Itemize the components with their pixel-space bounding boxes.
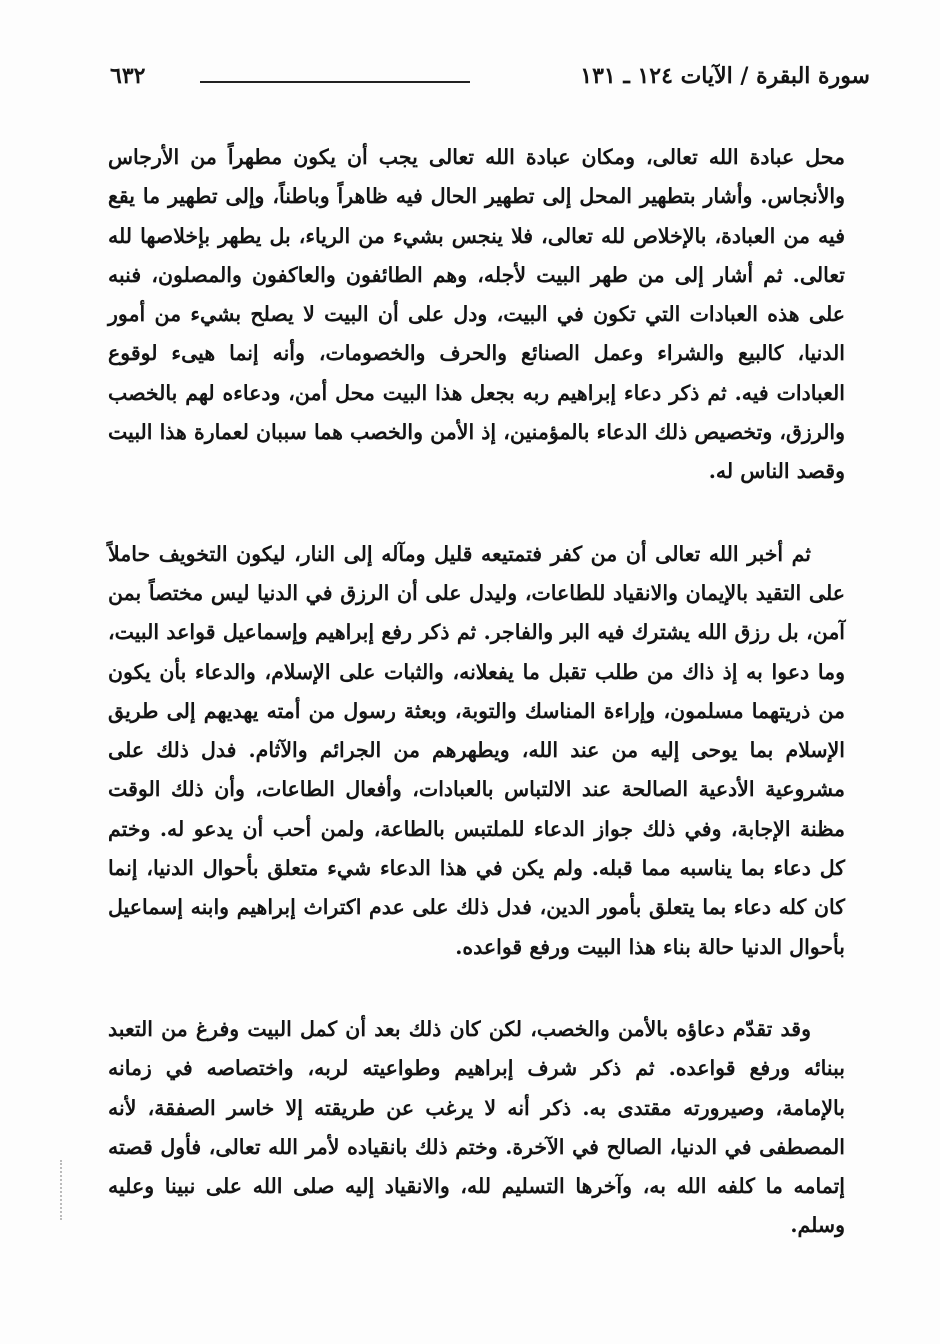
- running-header: [110, 56, 870, 96]
- paragraph-2: ثم أخبر الله تعالى أن من كفر فتمتيعه قليل ومآله إلى النار، ليكون التخويف حاملاً على التقيد بالإيمان والانقياد للطاعات، وليدل على أن الرزق في الدنيا ليس مختصاً بمن آمن، بل رزق الله يشترك فيه البر والفاجر. ثم ذكر رفع إبراهيم وإسماعيل قواعد البيت، وما دعوا به إذ ذاك من طلب تقبل ما يفعلانه، والثبات على الإسلام، والدعاء بأن يكون من ذريتهما مسلمون، وإراءة المناسك والتوبة، وبعثة رسول من أمته يهديهم إلى طريق الإسلام بما يوحى إليه من عند الله، ويطهرهم من الجرائم والآثام. فدل ذلك على مشروعية الأدعية الصالحة عند الالتباس بالعبادات، وأفعال الطاعات، وأن ذلك الوقت مظنة الإجابة، وفي ذلك جواز الدعاء للملتبس بالطاعة، ولمن أحب أن يدعو له. وختم كل دعاء بما يناسبه مما قبله. ولم يكن في هذا الدعاء شيء متعلق بأحوال الدنيا، إنما كان كله دعاء بما يتعلق بأمور الدين، فدل ذلك على عدم اكتراث إبراهيم وابنه إسماعيل بأحوال الدنيا حالة بناء هذا البيت ورفع قواعده.: [108, 541, 845, 959]
- paragraph-3: وقد تقدّم دعاؤه بالأمن والخصب، لكن كان ذلك بعد أن كمل البيت وفرغ من التعبد ببنائه ورفع قواعده. ثم ذكر شرف إبراهيم وطواعيته لربه، واختصاصه في زمانه بالإمامة، وصيرورته مقتدى به. ذكر أنه لا يرغب عن طريقته إلا خاسر الصفقة، لأنه المصطفى في الدنيا، الصالح في الآخرة. وختم ذلك بانقياده لأمر الله تعالى، فأول قصته إتمامه ما كلفه الله به، وآخرها التسليم لله، والانقياد إليه صلى الله على نبينا وعليه وسلم.: [108, 1016, 845, 1238]
- header-rule: [200, 81, 470, 83]
- paragraph-1: محل عبادة الله تعالى، ومكان عبادة الله تعالى يجب أن يكون مطهراً من الأرجاس والأنجاس. وأشار بتطهير المحل إلى تطهير الحال فيه ظاهراً وباطناً، وإلى تطهير ما يقع فيه من العبادة، بالإخلاص لله تعالى، فلا ينجس بشيء من الرياء، بل يطهر بإخلاصها لله تعالى. ثم أشار إلى من طهر البيت لأجله، وهم الطائفون والعاكفون والمصلون، فنبه على هذه العبادات التي تكون في البيت، ودل على أن البيت لا يصلح بشيء من أمور الدنيا، كالبيع والشراء وعمل الصنائع والحرف والخصومات، وأنه إنما هيىء لوقوع العبادات فيه. ثم ذكر دعاء إبراهيم ربه بجعل هذا البيت محل أمن، ودعاءه لهم بالخصب والرزق، وتخصيص ذلك الدعاء بالمؤمنين، إذ الأمن والخصب هما سببان لعمارة هذا البيت وقصد الناس له.: [108, 145, 845, 484]
- page-number: ٦٣٢: [110, 63, 146, 89]
- header-title: سورة البقرة / الآيات ١٢٤ ـ ١٣١: [580, 63, 870, 89]
- body-text: [108, 138, 845, 1246]
- scan-edge-mark: [60, 1160, 64, 1220]
